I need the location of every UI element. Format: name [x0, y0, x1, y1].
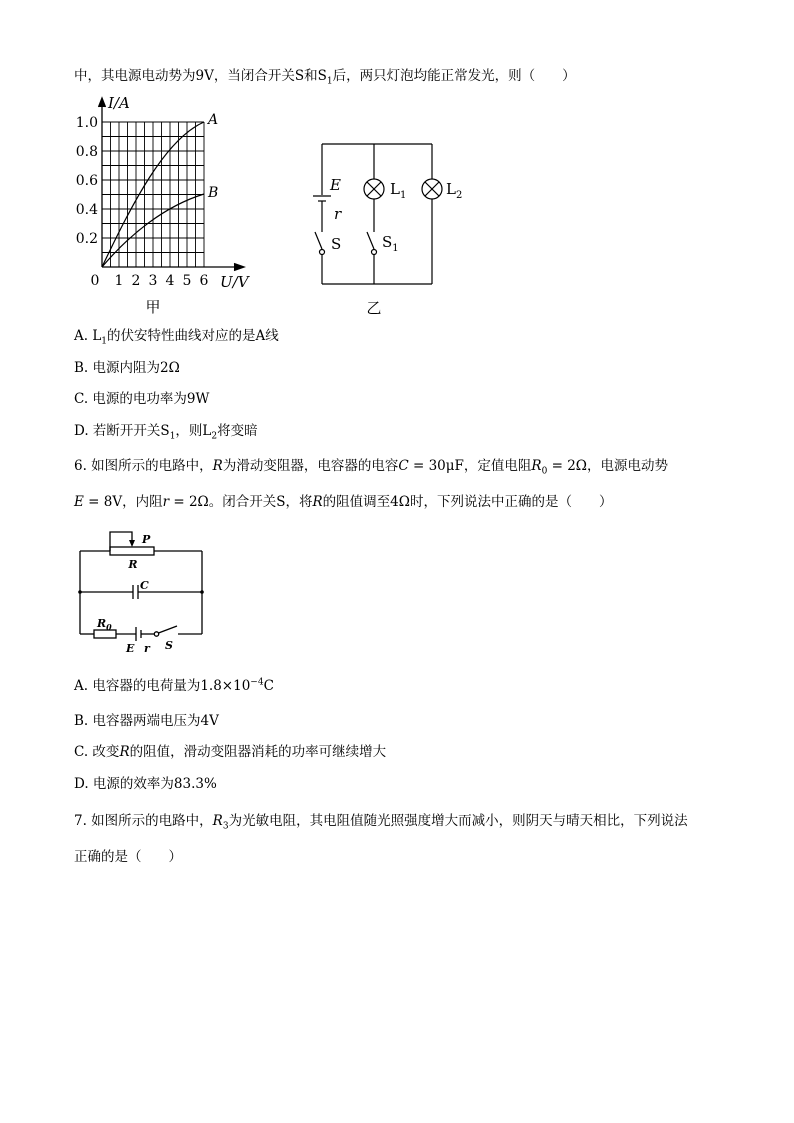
- figure-q6-circuit: [70, 526, 220, 656]
- q6-option-b: B. 电容器两端电压为4V: [74, 713, 219, 729]
- q6-option-c: C. 改变R的阻值，滑动变阻器消耗的功率可继续增大: [74, 744, 387, 760]
- curve-a-label: A: [208, 112, 219, 128]
- q6-option-a: A. 电容器的电荷量为$1.8\times 10^{-4}C$: [74, 677, 274, 694]
- label-e: E: [126, 642, 135, 655]
- label-p: P: [142, 533, 151, 546]
- x-tick-label: 2: [131, 273, 141, 289]
- label-e: E: [330, 176, 341, 194]
- y-axis-label: I/A: [108, 94, 130, 112]
- label-s1: $S_1$: [382, 233, 399, 254]
- y-tick-label: 0.4: [75, 202, 98, 218]
- slider-wire: [110, 532, 132, 551]
- q6-option-d: D. 电源的效率为83.3%: [74, 776, 217, 792]
- origin-label: 0: [90, 273, 100, 289]
- x-tick-label: 1: [114, 273, 124, 289]
- q7-stem-line-1: 7. 如图所示的电路中，$R_3$为光敏电阻，其电阻值随光照强度增大而减小，则阴天与晴天相比，下列说法: [74, 813, 688, 832]
- x-axis-label: U/V: [220, 273, 249, 291]
- q5-option-c: C. 电源的电功率为9W: [74, 391, 210, 407]
- q5-stem-tail: 中，其电源电动势为9V，当闭合开关S和$S_1$后，两只灯泡均能正常发光，则（ ）: [74, 68, 576, 87]
- q5-option-d: D. 若断开开关$S_1$，则$L_2$将变暗: [74, 423, 258, 442]
- x-tick-label: 4: [165, 273, 175, 289]
- label-s: S: [165, 639, 173, 652]
- x-tick-label: 3: [148, 273, 158, 289]
- switch-s-blade: [159, 626, 178, 633]
- label-l1: $L_1$: [390, 180, 407, 201]
- label-l2: $L_2$: [446, 180, 463, 201]
- y-tick-label: 0.6: [75, 173, 98, 189]
- label-c: C: [140, 579, 149, 592]
- figure-caption: 甲: [145, 298, 161, 316]
- x-tick-label: 5: [182, 273, 192, 289]
- graph-grid: [102, 122, 204, 267]
- q6-stem-line-1: 6. 如图所示的电路中，R为滑动变阻器，电容器的电容C = 30μF，定值电阻$R_0 = 2\Omega$，电源电动势: [74, 458, 668, 477]
- curve-b-label: B: [208, 185, 219, 201]
- label-s: S: [331, 235, 342, 253]
- switch-s-blade: [315, 232, 322, 249]
- graph-axes: [99, 98, 245, 271]
- figure-yi-circuit: [310, 135, 475, 320]
- y-tick-label: 0.2: [75, 231, 98, 247]
- rheostat-r: [110, 547, 154, 555]
- q7-stem-line-2: 正确的是（ ）: [74, 849, 182, 865]
- label-r: R: [128, 558, 138, 571]
- q5-option-a: A. $L_1$的伏安特性曲线对应的是A线: [74, 328, 279, 347]
- x-tick-label: 6: [199, 273, 209, 289]
- y-tick-label: 1.0: [75, 115, 98, 131]
- figure-caption: 乙: [366, 299, 382, 317]
- slider-arrow-icon: [129, 540, 135, 547]
- label-r: r: [334, 205, 342, 223]
- y-tick-label: 0.8: [75, 144, 98, 160]
- figure-jia-iv-graph: [70, 94, 260, 316]
- label-r-internal: r: [144, 642, 150, 655]
- q6-stem-line-2: E = 8V，内阻r = 2Ω。闭合开关S，将R的阻值调至4Ω时，下列说法中正确的是（ ）: [74, 494, 613, 510]
- label-r0: $R_0$: [97, 617, 112, 632]
- q5-option-b: B. 电源内阻为2Ω: [74, 360, 180, 376]
- resistor-r0: [94, 630, 116, 638]
- switch-s1-blade: [367, 232, 374, 249]
